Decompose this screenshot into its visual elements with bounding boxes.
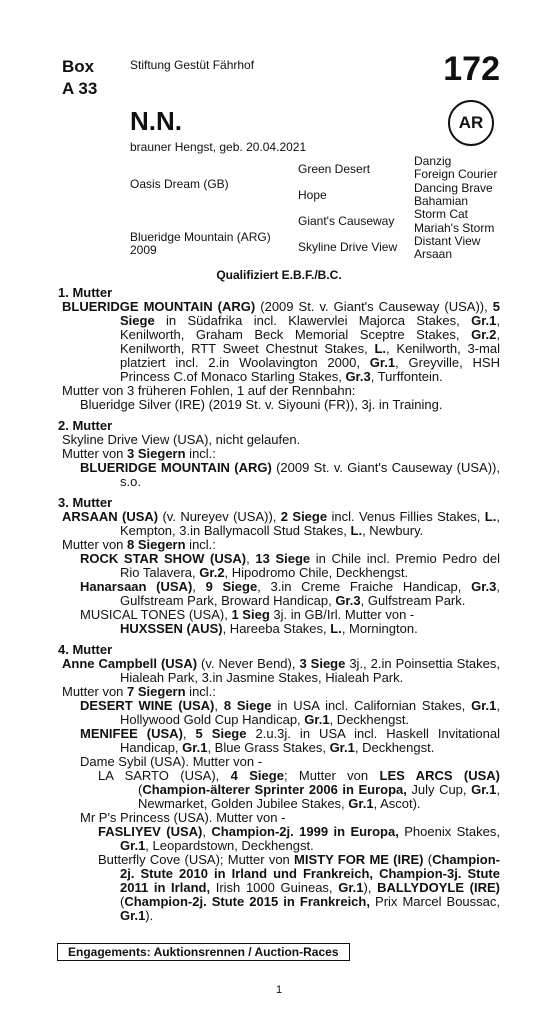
pedigree-gen3-6: Distant View: [414, 234, 481, 248]
third-dam-produce-2: Hanarsaan (USA), 9 Siege, 3.in Creme Fraiche Handicap, Gr.3, Gulfstream Park, Broward Handicap, Gr.3, Gulfstream Park.: [80, 579, 500, 608]
fourth-dam-produce-1: DESERT WINE (USA), 8 Siege in USA incl. Californian Stakes, Gr.1, Hollywood Gold Cup Handicap, Gr.1, Deckhengst.: [80, 698, 501, 727]
section-heading-4: 4. Mutter: [58, 642, 113, 657]
engagements-box: Engagements: Auktionsrennen / Auction-Races: [57, 943, 350, 961]
fourth-dam-produce-2: MENIFEE (USA), 5 Siege 2.u.3j. in USA incl. Haskell Invitational Handicap, Gr.1, Blue Grass Stakes, Gr.1, Deckhengst.: [80, 726, 501, 755]
pedigree-notes: [58, 286, 500, 923]
pedigree-dam-year: 2009: [130, 243, 157, 257]
third-dam-produce-3: MUSICAL TONES (USA), 1 Sieg 3j. in GB/Irl. Mutter von - HUXSSEN (AUS), Hareeba Stakes, L., Mornington.: [80, 607, 418, 636]
box-id: A 33: [62, 79, 98, 98]
qualification: Qualifiziert E.B.F./B.C.: [216, 268, 342, 282]
second-dam-entry: Skyline Drive View (USA), nicht gelaufen.: [62, 432, 301, 447]
horse-name: N.N.: [130, 106, 182, 136]
dam-produce-1: Blueridge Silver (IRE) (2019 St. v. Siyouni (FR)), 3j. in Training.: [80, 397, 443, 412]
consignor: Stiftung Gestüt Fährhof: [130, 58, 255, 72]
dam-entry: BLUERIDGE MOUNTAIN (ARG) (2009 St. v. Giant's Causeway (USA)), 5 Siege in Südafrika incl. Klawervlei Majorca Stakes, Gr.1, Kenilworth, Graham Beck Memorial Sceptre Stakes, Gr.2, Kenilworth, RTT Sweet Chestnut Stakes, L., Kenilworth, 3-mal platziert incl. 2.in Woolavington 2000, Gr.1, Greyville, HSH Princess C.of Monaco Starling Stakes, Gr.3, Turffontein.: [62, 299, 500, 384]
pedigree-gen3-7: Arsaan: [414, 247, 453, 261]
pedigree-gen3-4: Storm Cat: [414, 207, 469, 221]
pedigree-dam-name: Blueridge Mountain (ARG): [130, 230, 271, 244]
fourth-dam-produce-3: Dame Sybil (USA). Mutter von -: [80, 754, 263, 769]
pedigree-gen2-3: Skyline Drive View: [298, 240, 398, 254]
pedigree-gen2-0: Green Desert: [298, 162, 371, 176]
second-dam-produce-1: BLUERIDGE MOUNTAIN (ARG) (2009 St. v. Giant's Causeway (USA)), s.o.: [80, 460, 500, 489]
pedigree-sire: Oasis Dream (GB): [130, 177, 229, 191]
third-dam-produce-note: Mutter von 8 Siegern incl.:: [62, 537, 216, 552]
fourth-dam-produce-3-offspring: LA SARTO (USA), 4 Siege; Mutter von LES ARCS (USA) (Champion-älterer Sprinter 2006 in Europa, July Cup, Gr.1, Newmarket, Golden Jubilee Stakes, Gr.1, Ascot).: [98, 768, 500, 811]
third-dam-entry: ARSAAN (USA) (v. Nureyev (USA)), 2 Siege incl. Venus Fillies Stakes, L., Kempton, 3.in Ballymacoll Stud Stakes, L., Newbury.: [62, 509, 500, 538]
section-heading-3: 3. Mutter: [58, 495, 113, 510]
second-dam-produce-note: Mutter von 3 Siegern incl.:: [62, 446, 216, 461]
horse-description: brauner Hengst, geb. 20.04.2021: [130, 140, 307, 154]
pedigree-gen3-1: Foreign Courier: [414, 167, 498, 181]
section-heading-2: 2. Mutter: [58, 418, 113, 433]
box-word: Box: [62, 57, 95, 76]
page-number: 1: [275, 984, 283, 996]
section-heading-1: 1. Mutter: [58, 285, 113, 300]
fourth-dam-produce-4-offspring-1: FASLIYEV (USA), Champion-2j. 1999 in Europa, Phoenix Stakes, Gr.1, Leopardstown, Deckhengst.: [98, 824, 500, 853]
dam-produce-note: Mutter von 3 früheren Fohlen, 1 auf der Rennbahn:: [62, 383, 356, 398]
box-label: [62, 56, 97, 100]
pedigree-gen3-5: Mariah's Storm: [414, 221, 495, 235]
third-dam-produce-1: ROCK STAR SHOW (USA), 13 Siege in Chile incl. Premio Pedro del Rio Talavera, Gr.2, Hipodromo Chile, Deckhengst.: [80, 551, 500, 580]
fourth-dam-produce-4-offspring-2: Butterfly Cove (USA); Mutter von MISTY FOR ME (IRE) (Champion-2j. Stute 2010 in Irland und Frankreich, Champion-3j. Stute 2011 in Irland, Irish 1000 Guineas, Gr.1), BALLYDOYLE (IRE) (Champion-2j. Stute 2015 in Frankreich, Prix Marcel Boussac, Gr.1).: [98, 852, 501, 923]
lot-number: 172: [443, 50, 500, 88]
pedigree-gen2-1: Hope: [298, 188, 327, 202]
pedigree-gen2-2: Giant's Causeway: [298, 214, 395, 228]
pedigree-gen3-0: Danzig: [414, 154, 452, 168]
pedigree-gen3-2: Dancing Brave: [414, 181, 493, 195]
fourth-dam-produce-4: Mr P's Princess (USA). Mutter von -: [80, 810, 286, 825]
fourth-dam-produce-note: Mutter von 7 Siegern incl.:: [62, 684, 216, 699]
ar-badge: AR: [448, 100, 494, 146]
pedigree-gen3-3: Bahamian: [414, 194, 469, 208]
fourth-dam-entry: Anne Campbell (USA) (v. Never Bend), 3 Siege 3j., 2.in Poinsettia Stakes, Hialeah Park, 3.in Jasmine Stakes, Hialeah Park.: [62, 656, 500, 685]
pedigree-dam: [130, 231, 271, 257]
